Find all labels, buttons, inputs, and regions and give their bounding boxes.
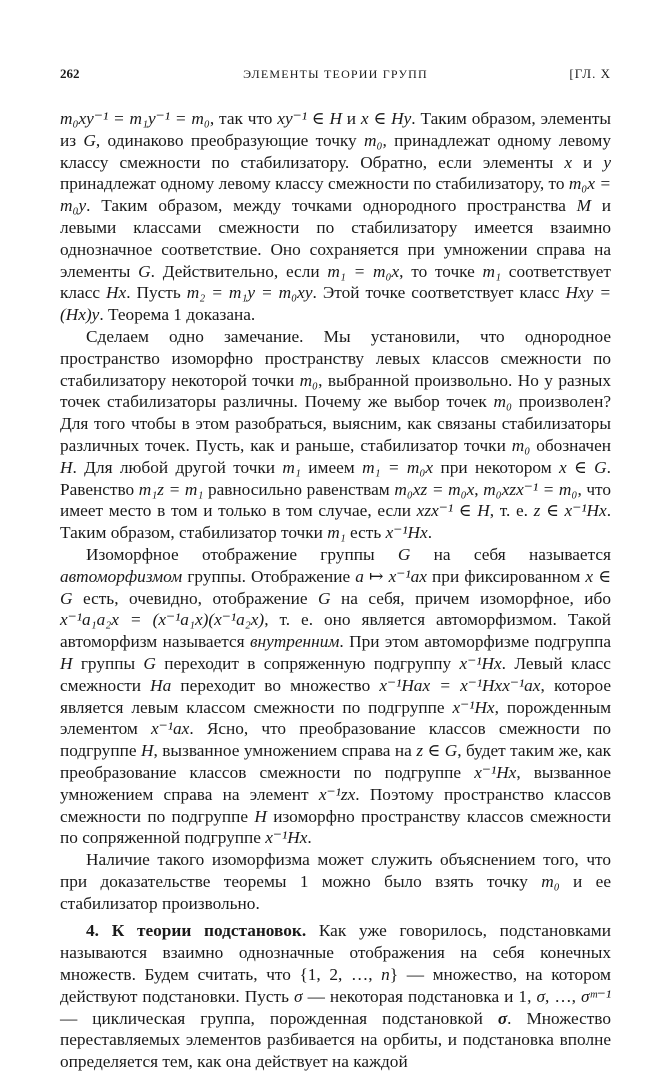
paragraph-2 (60, 326, 611, 544)
math-expression: m₀ (364, 130, 383, 150)
math-expression: m₁ (282, 457, 301, 477)
text-run: . Ясно, что преобразование классов смежности по подгруппе (60, 719, 611, 761)
text-run: . (307, 828, 312, 848)
text-run: равносильно равенствам (203, 479, 395, 499)
math-expression: m₁ = m₀x (327, 261, 400, 281)
text-run: на себя называется (410, 544, 611, 564)
text-run: обозначен (530, 435, 611, 455)
text-run: , порожденным элементом (60, 697, 611, 739)
text-run: , так что (209, 109, 278, 128)
math-expression: H (60, 653, 73, 673)
text-run: . Этой точке соответствует класс (312, 283, 566, 303)
bold-heading: 4. К теории подстановок. (86, 921, 307, 941)
text-run: . (427, 523, 433, 543)
paragraph-1 (60, 108, 611, 326)
text-run: изоморфно пространству классов смежности по сопряженной подгруппе (60, 806, 611, 848)
math-expression: m₁z = m₁ (138, 479, 204, 499)
math-expression: z ∈ G (416, 741, 458, 761)
math-expression: внутренним (250, 632, 340, 652)
text-run: группы (72, 653, 144, 673)
math-expression: xy⁻¹ ∈ H (277, 109, 342, 128)
math-expression: m₁ (327, 523, 346, 543)
math-expression: x⁻¹Hx (385, 523, 428, 543)
text-run: . Поэтому пространство классов смежности по подгруппе (60, 784, 611, 826)
page-number: 262 (60, 66, 80, 81)
text-run: и левыми классами смежности по стабилизатору имеется взаимно однозначное соответствие. Оно сохраняется при умножении справа на элементы (60, 196, 612, 281)
text-run: . Таким образом, элементы из (60, 109, 612, 150)
math-expression: n (381, 965, 390, 985)
math-expression: m₀x = m₀y (60, 174, 611, 216)
math-expression: m₀ (511, 435, 531, 455)
math-expression: σ (497, 1008, 508, 1028)
math-expression: H (140, 741, 154, 761)
text-run: . Для любой другой точки (72, 457, 283, 477)
math-expression: m₀xz = m₀x (394, 479, 475, 499)
math-expression: H (60, 457, 73, 477)
text-run: и ее стабилизатор произвольно. (60, 871, 611, 913)
math-expression: x⁻¹Hx (452, 697, 495, 717)
paragraph-3 (60, 544, 611, 849)
math-expression: Ha (150, 675, 172, 695)
math-expression: xzx⁻¹ ∈ H (416, 501, 490, 521)
math-expression: m₀xy⁻¹ = m₁y⁻¹ = m₀ (60, 109, 210, 128)
text-run: при некотором (433, 457, 559, 477)
text-run: Изоморфное отображение группы (86, 544, 398, 564)
paragraph-4 (60, 849, 611, 914)
text-run: при фиксированном (426, 566, 586, 586)
text-run: . Равенство (60, 457, 611, 499)
text-run: , (474, 479, 484, 499)
text-run: , которое является левым классом смежности по подгруппе (60, 675, 612, 717)
text-run: — некоторая подстановка и 1, (302, 986, 537, 1006)
math-expression: G (143, 653, 156, 673)
text-run: , т. е. оно является автоморфизмом. Такой автоморфизм называется (60, 610, 611, 652)
text-run: принадлежат одному левому классу смежности по стабилизатору, то (60, 174, 569, 194)
text-run: переходит в сопряженную подгруппу (155, 653, 460, 673)
text-run: , то точке (399, 261, 483, 281)
text-run: , что имеет место в том и только в том случае, если (60, 479, 612, 521)
math-expression: y (603, 152, 611, 172)
text-run: группы. Отображение (182, 566, 356, 586)
math-expression: m₁ (482, 261, 502, 281)
math-expression: H (254, 806, 267, 826)
math-expression: x⁻¹Hx (265, 828, 308, 848)
text-run: Наличие такого изоморфизма может служить объяснением того, что при доказательстве теоремы 1 можно было взять точку (60, 850, 611, 891)
math-expression: x⁻¹Hax = x⁻¹Hxx⁻¹ax (379, 675, 541, 695)
text-run: , выбранной произвольно. Но у разных точек стабилизаторы различны. Почему же выбор точек (60, 370, 611, 412)
text-run: , т. е. (489, 501, 534, 521)
text-run: , одинаково преобразующие точку (95, 130, 365, 150)
text-run: . Левый класс смежности (60, 653, 611, 695)
math-expression: x ∈ G (559, 457, 607, 477)
text-run: на себя, причем изоморфное, ибо (330, 588, 611, 608)
text-run: — циклическая группа, порожденная подстановкой (60, 1008, 498, 1028)
text-run: . Множество переставляемых элементов разбивается на орбиты, и подстановка вполне определяется тем, как она действует на каждой (60, 1008, 611, 1072)
text-run: есть (345, 523, 386, 543)
math-expression: a ↦ x⁻¹ax (355, 566, 427, 586)
text-run: } — множество, на котором действуют подстановки. Пусть (60, 965, 611, 1006)
text-run: имеем (300, 457, 363, 477)
math-expression: G (397, 544, 411, 564)
text-run: , будет таким же, как преобразование классов смежности по подгруппе (60, 741, 612, 782)
math-expression: Hxy = (Hx)y (60, 283, 611, 325)
math-expression: σ (536, 986, 545, 1006)
math-expression: x ∈ G (60, 566, 611, 608)
text-run: Сделаем одно замечание. Мы установили, что однородное пространство изоморфно пространству левых классов смежности по стабилизатору некоторой точки (60, 326, 611, 390)
page-body (60, 108, 611, 1073)
text-run: , …, (544, 986, 581, 1006)
math-expression: m₀ (299, 370, 319, 390)
math-expression: m₂ = m₁y = m₀xy (186, 283, 313, 303)
math-expression: σᵐ⁻¹ (580, 986, 611, 1006)
math-expression: m₁ = m₀x (362, 457, 434, 477)
text-run: произволен? Для того чтобы в этом разобраться, выясним, как связаны стабилизаторы различных точек. Пусть, как и раньше, стабилизатор точки (60, 392, 611, 455)
math-expression: x⁻¹a₁a₂x = (x⁻¹a₁x)(x⁻¹a₂x) (60, 610, 265, 630)
math-expression: m₀xzx⁻¹ = m₀ (483, 479, 578, 499)
text-run: есть, очевидно, отображение (72, 588, 318, 608)
math-expression: x (564, 152, 572, 172)
text-run: , принадлежат одному левому классу смежности по стабилизатору. Обратно, если элементы (60, 130, 611, 172)
math-expression: автоморфизмом (60, 566, 183, 586)
text-run: . При этом автоморфизме подгруппа (339, 632, 611, 652)
chapter-label: [ГЛ. X (569, 66, 611, 81)
text-run: , вызванное умножением справа на элемент (60, 762, 611, 804)
text-run: . Теорема 1 доказана. (99, 305, 256, 325)
running-header (60, 66, 611, 88)
math-expression: G (318, 588, 331, 608)
math-expression: G (138, 261, 151, 281)
math-expression: Hx (106, 283, 127, 303)
math-expression: m₀ (541, 871, 560, 891)
math-expression: σ (294, 986, 303, 1006)
math-expression: G (83, 130, 96, 150)
text-run: соответствует класс (60, 261, 611, 303)
math-expression: x ∈ Hy (360, 109, 412, 128)
text-run: . Таким образом, между точками однородного пространства (86, 196, 577, 216)
math-expression: x⁻¹ax (151, 719, 190, 739)
text-run: . Пусть (126, 283, 187, 303)
section-4-paragraph (60, 920, 611, 1073)
text-run: и (571, 152, 604, 172)
math-expression: m₀ (493, 392, 513, 412)
text-run: переходит во множество (171, 675, 380, 695)
math-expression: x⁻¹zx (318, 784, 356, 804)
text-run: Как уже говорилось, подстановками называются взаимно однозначные отображения на себя конечных множеств. Будем считать, что {1, 2, …, (60, 921, 611, 985)
math-expression: x⁻¹Hx (474, 762, 517, 782)
text-run: . Действительно, если (150, 261, 328, 281)
running-title: ЭЛЕМЕНТЫ ТЕОРИИ ГРУПП (243, 67, 428, 81)
text-run: . Таким образом, стабилизатор точки (60, 501, 612, 543)
math-expression: M (576, 196, 592, 216)
text-run: , вызванное умножением справа на (153, 741, 417, 761)
math-expression: x⁻¹Hx (459, 653, 502, 673)
text-run: и (341, 109, 361, 128)
math-expression: z ∈ x⁻¹Hx (533, 501, 607, 521)
